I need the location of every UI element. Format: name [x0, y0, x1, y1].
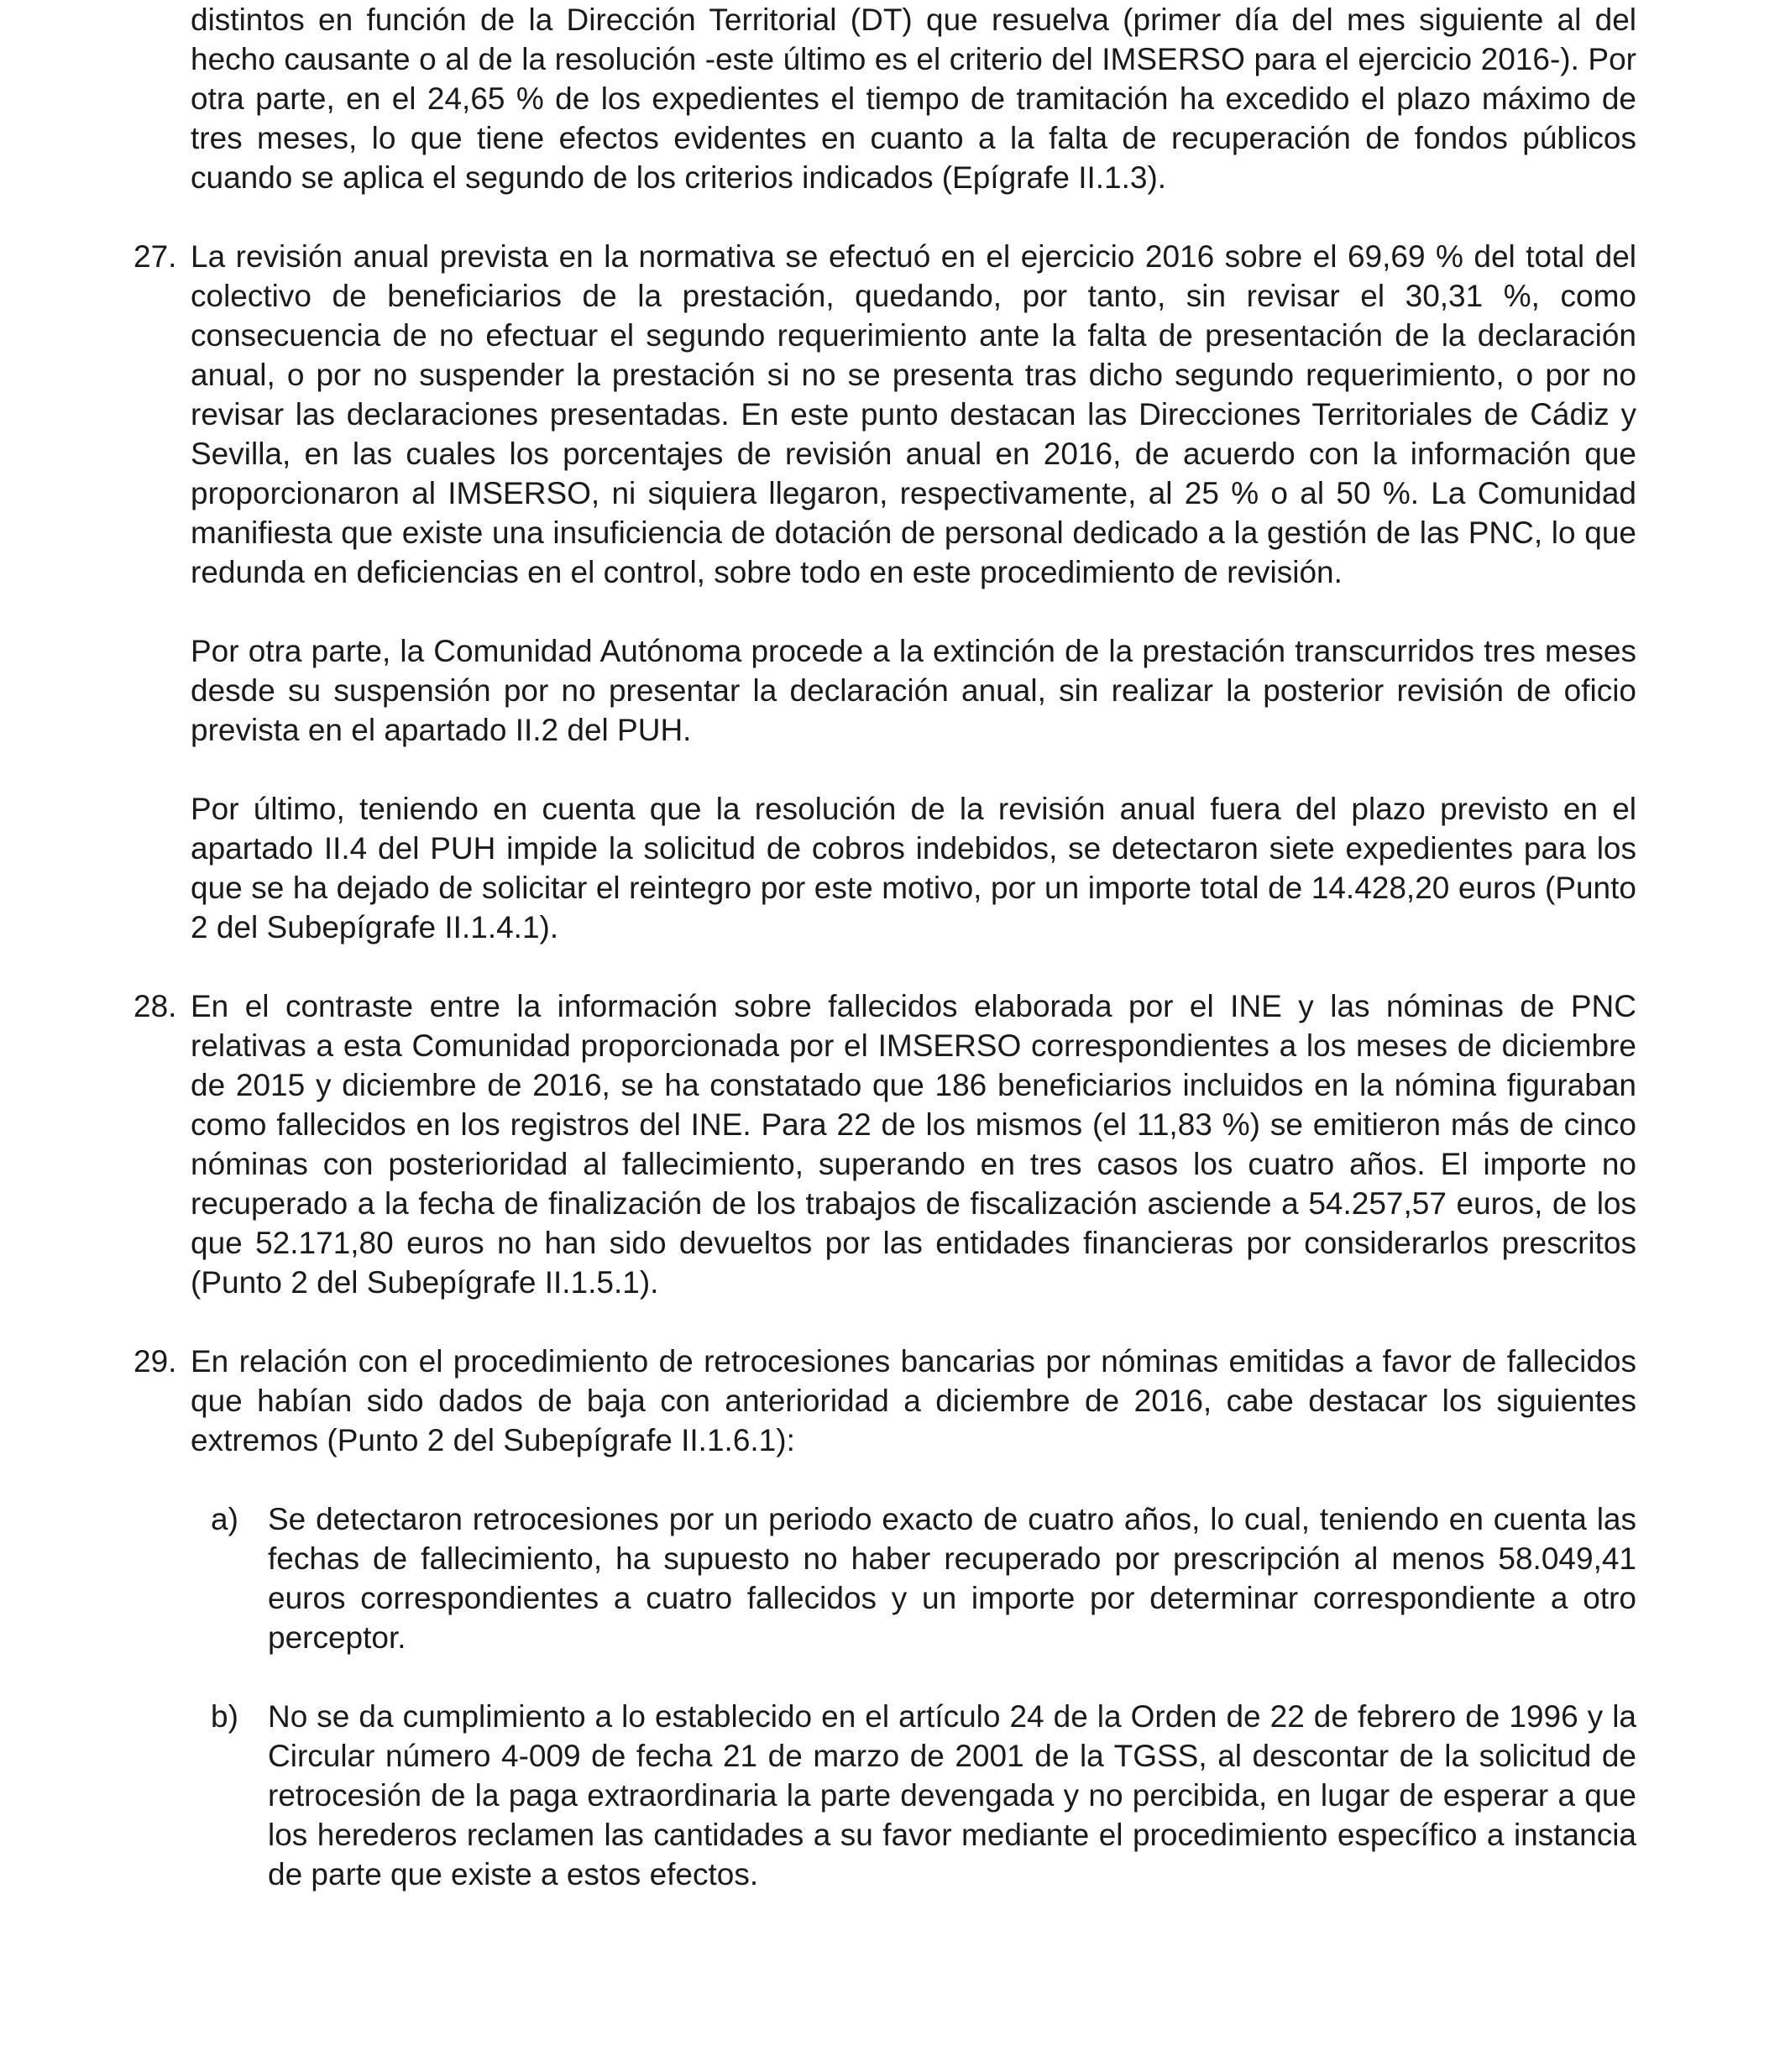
sub-item-text: Se detectaron retrocesiones por un periodo exacto de cuatro años, lo cual, teniendo en cuenta las fechas de fallecimiento, ha supuesto no haber recuperado por prescripción al menos 58.049,41 euros correspondientes a cuatro fallecidos y un importe por determinar correspondiente a otro perceptor. [268, 1502, 1636, 1655]
paragraph-text: La revisión anual prevista en la normativa se efectuó en el ejercicio 2016 sobre el 69,69 % del total del colectivo de beneficiarios de la prestación, quedando, por tanto, sin revisar el 30,31 %, como consecuencia de no efectuar el segundo requerimiento ante la falta de presentación de la declaración anual, o por no suspender la prestación si no se presenta tras dicho segundo requerimiento, o por no revisar las declaraciones presentadas. En este punto destacan las Direcciones Territoriales de Cádiz y Sevilla, en las cuales los porcentajes de revisión anual en 2016, de acuerdo con la información que proporcionaron al IMSERSO, ni siquiera llegaron, respectivamente, al 25 % o al 50 %. La Comunidad manifiesta que existe una insuficiencia de dotación de personal dedicado a la gestión de las PNC, lo que redunda en deficiencias en el control, sobre todo en este procedimiento de revisión. [191, 239, 1636, 589]
sub-item-text: No se da cumplimiento a lo establecido en el artículo 24 de la Orden de 22 de febrero de 1996 y la Circular número 4-009 de fecha 21 de marzo de 2001 de la TGSS, al descontar de la solicitud de retrocesión de la paga extraordinaria la parte devengada y no percibida, en lugar de esperar a que los herederos reclamen las cantidades a su favor mediante el procedimiento específico a instancia de parte que existe a estos efectos. [268, 1699, 1636, 1891]
sub-item-b [211, 1697, 1636, 1894]
paragraph-number: 28. [133, 989, 177, 1023]
paragraph-number: 29. [133, 1344, 177, 1379]
numbered-paragraph-28 [133, 986, 1636, 1302]
sub-item-letter: b) [211, 1699, 238, 1734]
numbered-paragraph-27 [133, 237, 1636, 592]
sub-item-a [211, 1499, 1636, 1657]
paragraph-27-reintegro: Por último, teniendo en cuenta que la resolución de la revisión anual fuera del plazo previsto en el apartado II.4 del PUH impide la solicitud de cobros indebidos, se detectaron siete expedientes para los que se ha dejado de solicitar el reintegro por este motivo, por un importe total de 14.428,20 euros (Punto 2 del Subepígrafe II.1.4.1). [191, 792, 1636, 944]
paragraph-text: En relación con el procedimiento de retrocesiones bancarias por nóminas emitidas a favor de fallecidos que habían sido dados de baja con anterioridad a diciembre de 2016, cabe destacar los siguientes extremos (Punto 2 del Subepígrafe II.1.6.1): [191, 1344, 1636, 1457]
paragraph-number: 27. [133, 239, 177, 274]
numbered-paragraph-29 [133, 1342, 1636, 1460]
paragraph-27-extinction: Por otra parte, la Comunidad Autónoma procede a la extinción de la prestación transcurridos tres meses desde su suspensión por no presentar la declaración anual, sin realizar la posterior revisión de oficio prevista en el apartado II.2 del PUH. [191, 634, 1636, 747]
sub-item-letter: a) [211, 1502, 238, 1536]
paragraph-text: En el contraste entre la información sobre fallecidos elaborada por el INE y las nóminas de PNC relativas a esta Comunidad proporcionada por el IMSERSO correspondientes a los meses de diciembre de 2015 y diciembre de 2016, se ha constatado que 186 beneficiarios incluidos en la nómina figuraban como fallecidos en los registros del INE. Para 22 de los mismos (el 11,83 %) se emitieron más de cinco nóminas con posterioridad al fallecimiento, superando en tres casos los cuatro años. El importe no recuperado a la fecha de finalización de los trabajos de fiscalización asciende a 54.257,57 euros, de los que 52.171,80 euros no han sido devueltos por las entidades financieras por considerarlos prescritos (Punto 2 del Subepígrafe II.1.5.1). [191, 989, 1636, 1300]
paragraph-continuation: distintos en función de la Dirección Territorial (DT) que resuelva (primer día del mes siguiente al del hecho causante o al de la resolución -este último es el criterio del IMSERSO para el ejercicio 2016-). Por otra parte, en el 24,65 % de los expedientes el tiempo de tramitación ha excedido el plazo máximo de tres meses, lo que tiene efectos evidentes en cuanto a la falta de recuperación de fondos públicos cuando se aplica el segundo de los criterios indicados (Epígrafe II.1.3). [191, 3, 1636, 195]
